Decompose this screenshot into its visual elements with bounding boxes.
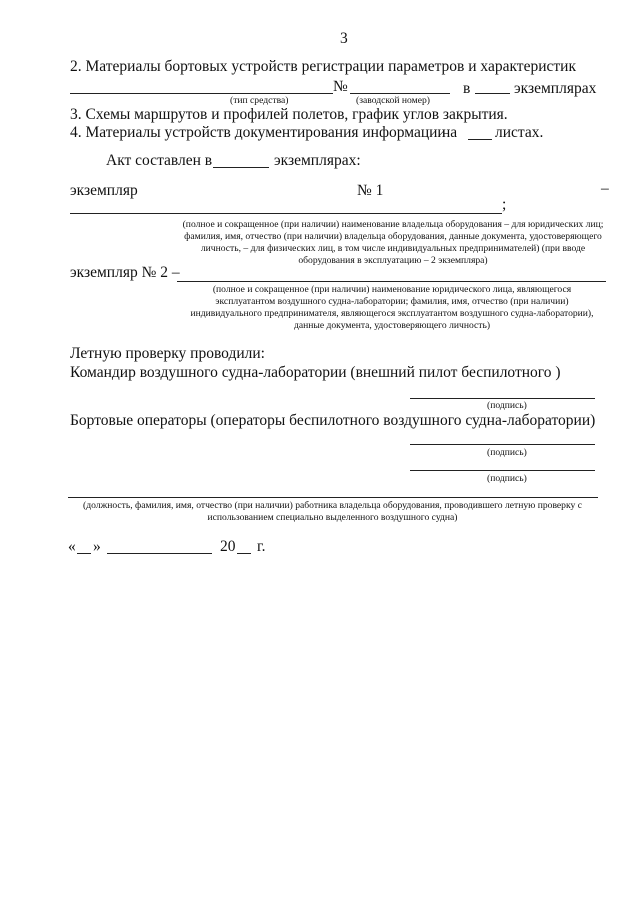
date-year-prefix: 20 [220, 538, 236, 555]
copy1-caption: (полное и сокращенное (при наличии) наименование владельца оборудования – для юридических лиц; фамилия, имя, отчество (при наличии) владельца оборудования, данные документа, удостоверяющего личность, – для физических лиц, в том числе индивидуальных предпринимателей) (при вводе оборудования в эксплуатацию – 2 экземпляра) [182, 219, 604, 266]
act-copies-underline [213, 167, 269, 168]
inspection-heading: Летную проверку проводили: [70, 345, 265, 362]
copy1-label: экземпляр [70, 182, 138, 199]
item4-sheets: листах. [495, 124, 544, 141]
operators-text: Бортовые операторы (операторы беспилотного воздушного судна-лаборатории) [70, 412, 596, 429]
position-caption: (должность, фамилия, имя, отчество (при наличии) работника владельца оборудования, проводившего летную проверку с использованием специально выделенного воздушного судна) [83, 500, 582, 523]
commander-signature-line [410, 398, 595, 399]
caption-serial: (заводской номер) [356, 95, 430, 106]
date-month-underline [107, 553, 212, 554]
sheets-underline [468, 139, 492, 140]
commander-signature-caption: (подпись) [487, 400, 527, 411]
copy1-underline [70, 213, 502, 214]
operator1-signature-caption: (подпись) [487, 447, 527, 458]
copy2-underline [177, 281, 606, 282]
item2-copies: экземплярах [514, 80, 597, 97]
date-year-underline [237, 553, 251, 554]
act-copies: экземплярах: [274, 152, 361, 169]
copy2-label: экземпляр № 2 – [70, 264, 180, 281]
item2-copies-underline [475, 93, 510, 94]
act-made-text: Акт составлен в [106, 152, 213, 169]
type-underline [70, 93, 333, 94]
date-day-underline [77, 553, 91, 554]
commander-text: Командир воздушного судна-лаборатории (внешний пилот беспилотного ) [70, 364, 561, 381]
item3-text: 3. Схемы маршрутов и профилей полетов, график углов закрытия. [70, 106, 508, 123]
item4-text: 4. Материалы устройств документирования информации [70, 124, 446, 141]
date-quote-open: « [68, 538, 76, 555]
operator2-signature-caption: (подпись) [487, 473, 527, 484]
caption-type: (тип средства) [230, 95, 289, 106]
date-year-suffix: г. [257, 538, 266, 555]
operator1-signature-line [410, 444, 595, 445]
position-underline [68, 497, 598, 498]
item2-text: 2. Материалы бортовых устройств регистрации параметров и характеристик [70, 58, 576, 75]
item2-in: в [463, 80, 471, 97]
item4-on: на [442, 124, 458, 141]
date-quote-close: » [93, 538, 101, 555]
number-sign: № [333, 78, 348, 95]
copy1-dash: – [601, 180, 609, 197]
page-number: 3 [340, 30, 348, 47]
copy1-semicolon: ; [502, 196, 507, 213]
copy2-caption: (полное и сокращенное (при наличии) наименование юридического лица, являющегося эксплуатантом воздушного судна-лаборатории; фамилия, имя, отчество (при наличии) индивидуального предпринимателя, являющегося эксплуатантом воздушного судна-лаборатории), данные документа, удостоверяющего личность) [190, 284, 594, 331]
copy1-number: № 1 [357, 182, 384, 199]
operator2-signature-line [410, 470, 595, 471]
serial-underline [350, 93, 450, 94]
